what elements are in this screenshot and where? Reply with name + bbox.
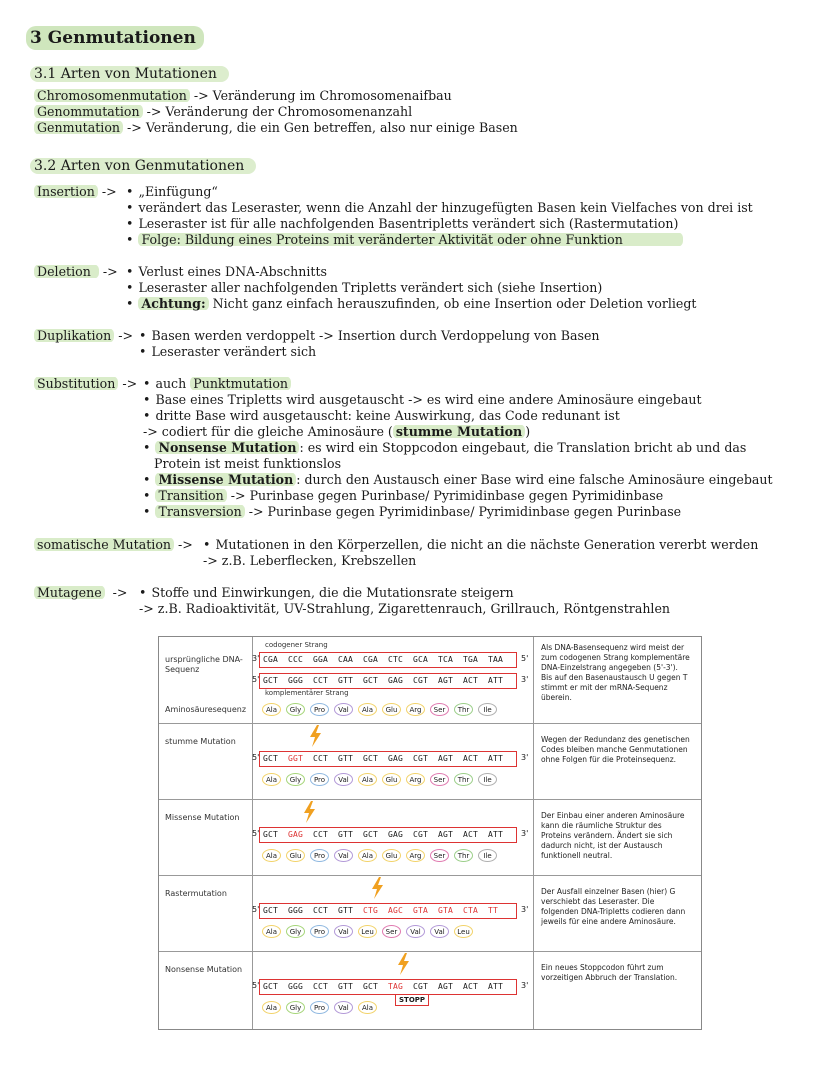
row-label: Rastermutation [165,889,227,898]
figure-note: Als DNA-Basensequenz wird meist der zum codogenen Strang komplementäre DNA-Einzelstrang angegeben (5'-3'). Bis auf den Basenaustausch U gegen T stimmt er mit der mRNA-Sequenz überein. [541,643,690,702]
prime-5: 5' [252,981,260,990]
amino-acid: Arg [406,849,425,862]
amino-acid: Val [334,1001,353,1014]
amino-acid: Arg [406,773,425,786]
section-heading-3-2: 3.2 Arten von Genmutationen [30,158,256,174]
amino-acid: Ala [358,703,377,716]
row-label: Missense Mutation [165,813,240,822]
stopp-label: STOPP [395,994,429,1006]
prime-3: 3' [521,981,529,990]
codon: ATT [488,830,504,839]
row-label: ursprüngliche DNA-Sequenz [165,655,243,674]
codon: GCT [363,754,379,763]
figure-row [159,637,701,724]
amino-acid: Ala [262,773,281,786]
lightning-icon [307,725,323,747]
amino-acid: Gly [286,703,305,716]
row-label: Nonsense Mutation [165,965,243,974]
codon: CTG [363,906,379,915]
codon: GGG [288,982,304,991]
amino-acid: Ala [262,849,281,862]
codon: GTT [338,982,354,991]
dna-sequence [259,979,517,995]
amino-acid-sequence [262,703,502,718]
prime-5: 5' [252,753,260,762]
codon: GGT [288,754,304,763]
substitution-b2: • Base eines Tripletts wird ausgetauscht -> es wird eine andere Aminosäure eingebaut [143,392,702,408]
codon: AGT [438,754,454,763]
codon: GTT [338,830,354,839]
amino-acid-sequence [262,849,502,864]
term-mutagene: Mutagene -> [34,585,127,601]
codon: GAG [288,830,304,839]
codon: CGT [413,754,429,763]
codon: ACT [463,830,479,839]
substitution-b5: • Missense Mutation : durch den Austausch einer Base wird eine falsche Aminosäure eingebaut [143,472,773,488]
lightning-icon [395,953,411,975]
figure-row [159,875,701,952]
amino-acid: Gly [286,1001,305,1014]
codon: GGA [313,655,329,664]
deletion-b1: • Verlust eines DNA-Abschnitts [126,264,327,280]
codon: AGT [438,830,454,839]
figure-row [159,951,701,1029]
prime-5: 5' [252,829,260,838]
codon: GTT [338,676,354,685]
codon: ATT [488,982,504,991]
codon: CCT [313,906,329,915]
amino-acid: Gly [286,925,305,938]
codon: GGG [288,906,304,915]
duplikation-b1: • Basen werden verdoppelt -> Insertion durch Verdoppelung von Basen [139,328,600,344]
amino-acid: Gly [286,773,305,786]
insertion-b1: • „Einfügung“ [126,184,218,200]
codon: TGA [463,655,479,664]
figure-note: Der Einbau einer anderen Aminosäure kann die räumliche Struktur des Proteins verändern. Ändert sie sich dadurch nicht, ist der Austausch funktionell neutral. [541,811,685,860]
codon: GTA [438,906,454,915]
amino-acid: Pro [310,849,329,862]
amino-acid: Thr [454,773,473,786]
prime-3: 3' [521,753,529,762]
amino-acid: Glu [382,773,401,786]
codon: GAG [388,754,404,763]
amino-acid: Glu [382,849,401,862]
amino-acid: Glu [382,703,401,716]
codon: GCT [263,830,279,839]
substitution-b3b: -> codiert für die gleiche Aminosäure ( stumme Mutation ) [143,424,531,439]
amino-acid: Arg [406,703,425,716]
substitution-b6: • Transition -> Purinbase gegen Purinbase/ Pyrimidinbase gegen Pyrimidinbase [143,488,663,504]
prime-5: 5' [252,675,260,684]
codon: GTT [338,906,354,915]
def-chromosomenmutation: Chromosomenmutation -> Veränderung im Chromosomenaifbau [34,88,452,104]
amino-acid: Ser [430,773,449,786]
dna-sequence [259,827,517,843]
lightning-icon [369,877,385,899]
somatisch-b1: • Mutationen in den Körperzellen, die nicht an die nächste Generation vererbt werden [203,537,758,553]
amino-acid: Thr [454,703,473,716]
figure-row [159,799,701,876]
amino-acid: Pro [310,703,329,716]
codon: CGA [363,655,379,664]
codon: GCT [263,754,279,763]
amino-acid: Ile [478,849,497,862]
aminosaeure-label: Aminosäuresequenz [165,705,247,714]
prime-3: 3' [521,905,529,914]
amino-acid: Ala [262,1001,281,1014]
codon: CAA [338,655,354,664]
page-title: 3 Genmutationen [26,26,204,50]
amino-acid: Ile [478,703,497,716]
codon: TCA [438,655,454,664]
amino-acid-sequence [262,925,478,940]
codon: TAG [388,982,404,991]
codon: GTT [338,754,354,763]
codon: CTA [463,906,479,915]
codon: ACT [463,982,479,991]
codon: CCT [313,982,329,991]
codon: CCT [313,830,329,839]
amino-acid: Thr [454,849,473,862]
codon: ATT [488,676,504,685]
term-duplikation: Duplikation -> [34,328,133,344]
prime-3: 3' [521,675,529,684]
amino-acid: Ala [358,1001,377,1014]
komplementaer-strand-label: komplementärer Strang [265,689,349,697]
codon: CGT [413,830,429,839]
amino-acid: Leu [454,925,473,938]
codon: GCA [413,655,429,664]
codon: ACT [463,676,479,685]
amino-acid: Pro [310,925,329,938]
amino-acid: Glu [286,849,305,862]
codon: GCT [363,676,379,685]
codon: AGT [438,982,454,991]
substitution-b4b: Protein ist meist funktionslos [154,456,342,471]
codon: GGG [288,676,304,685]
amino-acid: Pro [310,773,329,786]
substitution-b7: • Transversion -> Purinbase gegen Pyrimidinbase/ Pyrimidinbase gegen Purinbase [143,504,681,520]
codon: ATT [488,754,504,763]
dna-sequence [259,673,517,689]
figure-note: Ein neues Stoppcodon führt zum vorzeitigen Abbruch der Translation. [541,963,678,982]
codon: CCC [288,655,304,664]
codon: GAG [388,830,404,839]
mutation-figure [158,636,702,1030]
codon: GAG [388,676,404,685]
codogen-strand-label: codogener Strang [265,641,328,649]
amino-acid: Ile [478,773,497,786]
amino-acid-sequence [262,773,502,788]
amino-acid-sequence [262,1001,382,1016]
row-label: stumme Mutation [165,737,236,746]
codon: GTA [413,906,429,915]
codon: ACT [463,754,479,763]
dna-sequence [259,903,517,919]
amino-acid: Val [406,925,425,938]
mutagene-b2: -> z.B. Radioaktivität, UV-Strahlung, Zigarettenrauch, Grillrauch, Röntgenstrahlen [139,601,671,616]
amino-acid: Ser [430,703,449,716]
figure-note: Der Ausfall einzelner Basen (hier) G verschiebt das Leseraster. Die folgenden DNA-Tripletts codieren dann jeweils für eine andere Aminosäure. [541,887,686,926]
substitution-b1: • auch Punktmutation [143,376,291,392]
amino-acid: Ser [382,925,401,938]
substitution-b4: • Nonsense Mutation : es wird ein Stoppcodon eingebaut, die Translation bricht ab und das [143,440,746,456]
codon: GCT [363,982,379,991]
amino-acid: Ala [262,703,281,716]
prime-3: 3' [521,829,529,838]
codon: CCT [313,754,329,763]
codon: GCT [263,676,279,685]
term-deletion: Deletion -> [34,264,118,280]
section-heading-3-1: 3.1 Arten von Mutationen [30,66,229,82]
amino-acid: Pro [310,1001,329,1014]
amino-acid: Val [334,925,353,938]
term-insertion: Insertion -> [34,184,117,200]
dna-sequence [259,751,517,767]
codon: AGC [388,906,404,915]
duplikation-b2: • Leseraster verändert sich [139,344,316,360]
def-genommutation: Genommutation -> Veränderung der Chromosomenanzahl [34,104,412,120]
codon: CTC [388,655,404,664]
insertion-b2: • verändert das Leseraster, wenn die Anzahl der hinzugefügten Basen kein Vielfaches von drei ist [126,200,753,216]
codon: AGT [438,676,454,685]
somatisch-b2: -> z.B. Leberflecken, Krebszellen [203,553,417,568]
codon: GCT [363,830,379,839]
lightning-icon [301,801,317,823]
amino-acid: Val [334,773,353,786]
codon: TAA [488,655,504,664]
deletion-b2: • Leseraster aller nachfolgenden Tripletts verändert sich (siehe Insertion) [126,280,602,296]
codon: TT [488,906,499,915]
amino-acid: Val [430,925,449,938]
term-somatische-mutation: somatische Mutation -> [34,537,193,553]
codon: CGA [263,655,279,664]
term-substitution: Substitution -> [34,376,137,392]
amino-acid: Ala [358,849,377,862]
prime-5: 5' [252,905,260,914]
amino-acid: Ser [430,849,449,862]
codon: CGT [413,676,429,685]
insertion-b4: • Folge: Bildung eines Proteins mit veränderter Aktivität oder ohne Funktion [126,232,683,248]
amino-acid: Leu [358,925,377,938]
amino-acid: Ala [358,773,377,786]
figure-note: Wegen der Redundanz des genetischen Codes bleiben manche Genmutationen ohne Folgen für die Proteinsequenz. [541,735,690,764]
figure-row [159,723,701,800]
codon: CCT [313,676,329,685]
codogen-sequence [259,652,517,668]
def-genmutation: Genmutation -> Veränderung, die ein Gen betreffen, also nur einige Basen [34,120,518,136]
amino-acid: Ala [262,925,281,938]
mutagene-b1: • Stoffe und Einwirkungen, die die Mutationsrate steigern [139,585,514,601]
deletion-b3: • Achtung: Nicht ganz einfach herauszufinden, ob eine Insertion oder Deletion vorliegt [126,296,697,312]
substitution-b3: • dritte Base wird ausgetauscht: keine Auswirkung, das Code redunant ist [143,408,620,424]
codon: CGT [413,982,429,991]
prime-3: 3' [252,654,260,663]
codon: GCT [263,906,279,915]
amino-acid: Val [334,703,353,716]
insertion-b3: • Leseraster ist für alle nachfolgenden Basentripletts verändert sich (Rastermutation) [126,216,678,232]
amino-acid: Val [334,849,353,862]
prime-5: 5' [521,654,529,663]
codon: GCT [263,982,279,991]
